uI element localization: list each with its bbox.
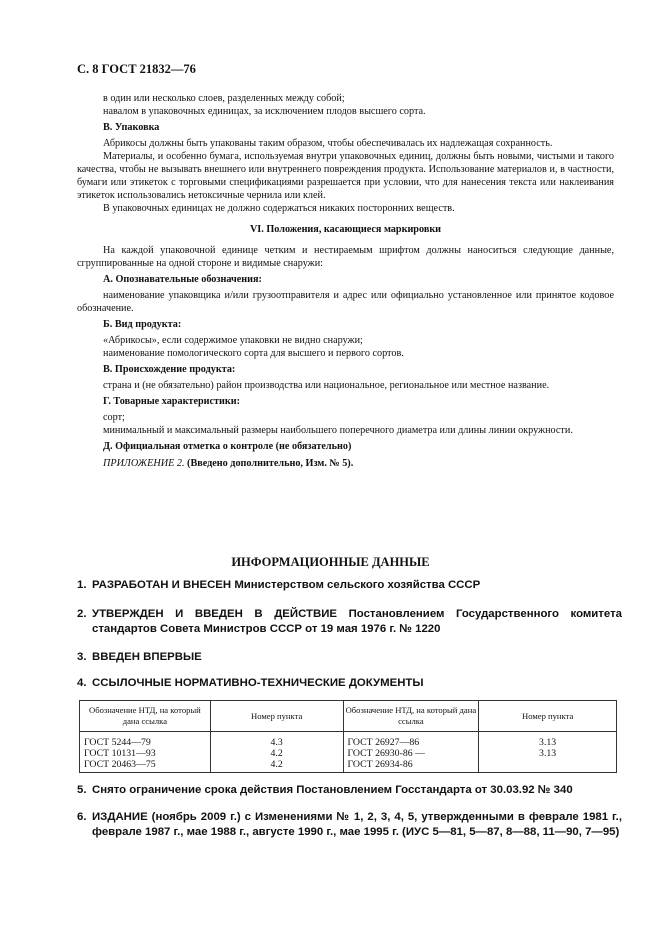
subsection-line-g: минимальный и максимальный размеры наибольшего поперечного диаметра или длины линии окружности. bbox=[103, 425, 573, 436]
info-item-number: 3. bbox=[77, 651, 87, 663]
info-item-number: 5. bbox=[77, 784, 87, 796]
table-header: Обозначение НТД, на который дана ссылка bbox=[343, 701, 479, 732]
table-cell: ГОСТ 26930-86 — bbox=[343, 748, 479, 759]
packaging-paragraph: Материалы, и особенно бумага, используемая внутри упаковочных единиц, должны быть новыми, чистыми и такого качества, чтобы не вызывать внешнего или внутреннего повреждения продукта. Использование материалов и, в частности, бумаги или этикеток с торговыми спецификациями разрешается при условии, что для нанесения текста или наклеивания этикеток использовались нетоксичные чернила или клей. bbox=[77, 151, 614, 201]
table-cell: 3.13 bbox=[479, 748, 617, 759]
table-cell: 4.2 bbox=[210, 759, 343, 773]
info-item-2 bbox=[77, 607, 622, 636]
subsection-heading-d: Д. Официальная отметка о контроле (не обязательно) bbox=[103, 441, 352, 452]
info-item-1 bbox=[77, 578, 622, 593]
table-cell: 4.3 bbox=[210, 732, 343, 749]
info-item-number: 2. bbox=[77, 608, 87, 620]
page-header: С. 8 ГОСТ 21832—76 bbox=[77, 62, 196, 76]
subsection-heading-b: Б. Вид продукта: bbox=[103, 319, 182, 330]
packaging-paragraph: В упаковочных единицах не должно содержаться никаких посторонних веществ. bbox=[103, 203, 455, 214]
info-item-text: Постановлением Государственного комитета стандартов Совета Министров СССР от 19 мая 1976 г. № 1220 bbox=[92, 608, 622, 635]
document-body bbox=[77, 92, 614, 470]
table-cell: 3.13 bbox=[479, 732, 617, 749]
table-cell: ГОСТ 26927—86 bbox=[343, 732, 479, 749]
table-header: Номер пункта bbox=[210, 701, 343, 732]
info-item-text: Министерством сельского хозяйства СССР bbox=[234, 579, 481, 591]
subsection-line-g: сорт; bbox=[103, 412, 125, 423]
info-item-6 bbox=[77, 810, 622, 839]
info-item-5 bbox=[77, 783, 622, 798]
appendix-label: ПРИЛОЖЕНИЕ 2. bbox=[103, 458, 185, 469]
info-title: ИНФОРМАЦИОННЫЕ ДАННЫЕ bbox=[231, 555, 430, 569]
info-item-number: 6. bbox=[77, 811, 87, 823]
info-item-caption: ИЗДАНИЕ bbox=[92, 811, 148, 823]
table-row bbox=[80, 759, 617, 773]
table-row bbox=[80, 732, 617, 749]
info-item-caption: ВВЕДЕН ВПЕРВЫЕ bbox=[92, 651, 202, 663]
subsection-heading-v: В. Происхождение продукта: bbox=[103, 364, 236, 375]
subsection-heading-g: Г. Товарные характеристики: bbox=[103, 396, 241, 407]
info-item-caption: УТВЕРЖДЕН И ВВЕДЕН В ДЕЙСТВИЕ bbox=[92, 608, 338, 620]
info-item-text: (ноябрь 2009 г.) с Изменениями № 1, 2, 3, 4, 5, утвержденными в феврале 1981 г., феврале 1987 г., мае 1988 г., августе 1990 г., мае 1995 г. (ИУС 5—81, 5—87, 8—88, 11—90, 7—95) bbox=[92, 811, 622, 838]
appendix-note bbox=[103, 457, 614, 470]
marking-intro: На каждой упаковочной единице четким и нестираемым шрифтом должны наноситься следующие данные, сгруппированные на одной стороне и видимые снаружи: bbox=[77, 245, 614, 269]
reference-documents-table bbox=[79, 700, 617, 773]
table-cell: ГОСТ 10131—93 bbox=[80, 748, 211, 759]
table-header: Номер пункта bbox=[479, 701, 617, 732]
info-item-number: 4. bbox=[77, 677, 87, 689]
packaging-paragraph: Абрикосы должны быть упакованы таким образом, чтобы обеспечивалась их надлежащая сохранность. bbox=[103, 138, 553, 149]
table-header: Обозначение НТД, на который дана ссылка bbox=[80, 701, 211, 732]
table-cell bbox=[479, 759, 617, 773]
info-item-number: 1. bbox=[77, 579, 87, 591]
subsection-text-v: страна и (не обязательно) район производства или национальное, региональное или местное название. bbox=[103, 380, 550, 391]
info-item-text: Снято ограничение срока действия Постановлением Госстандарта от 30.03.92 № 340 bbox=[92, 784, 573, 796]
info-item-caption: ССЫЛОЧНЫЕ НОРМАТИВНО-ТЕХНИЧЕСКИЕ ДОКУМЕНТЫ bbox=[92, 677, 424, 689]
subsection-line-b: наименование помологического сорта для высшего и первого сортов. bbox=[103, 348, 404, 359]
continuation-line: в один или несколько слоев, разделенных между собой; bbox=[103, 93, 345, 104]
table-row bbox=[80, 748, 617, 759]
info-item-3 bbox=[77, 650, 622, 665]
table-cell: 4.2 bbox=[210, 748, 343, 759]
subsection-text-a: наименование упаковщика и/или грузоотправителя и адрес или официально установленное или принятое кодовое обозначение. bbox=[77, 290, 614, 314]
table-cell: ГОСТ 5244—79 bbox=[80, 732, 211, 749]
info-item-4 bbox=[77, 676, 622, 691]
info-item-caption: РАЗРАБОТАН И ВНЕСЕН bbox=[92, 579, 232, 591]
section-title: VI. Положения, касающиеся маркировки bbox=[249, 224, 442, 235]
table-cell: ГОСТ 26934-86 bbox=[343, 759, 479, 773]
packaging-heading: В. Упаковка bbox=[103, 122, 160, 133]
subsection-heading-a: А. Опознавательные обозначения: bbox=[103, 274, 262, 285]
continuation-line: навалом в упаковочных единицах, за исключением плодов высшего сорта. bbox=[103, 106, 426, 117]
appendix-amendment: (Введено дополнительно, Изм. № 5). bbox=[187, 458, 354, 469]
subsection-line-b: «Абрикосы», если содержимое упаковки не видно снаружи; bbox=[103, 335, 363, 346]
table-cell: ГОСТ 20463—75 bbox=[80, 759, 211, 773]
